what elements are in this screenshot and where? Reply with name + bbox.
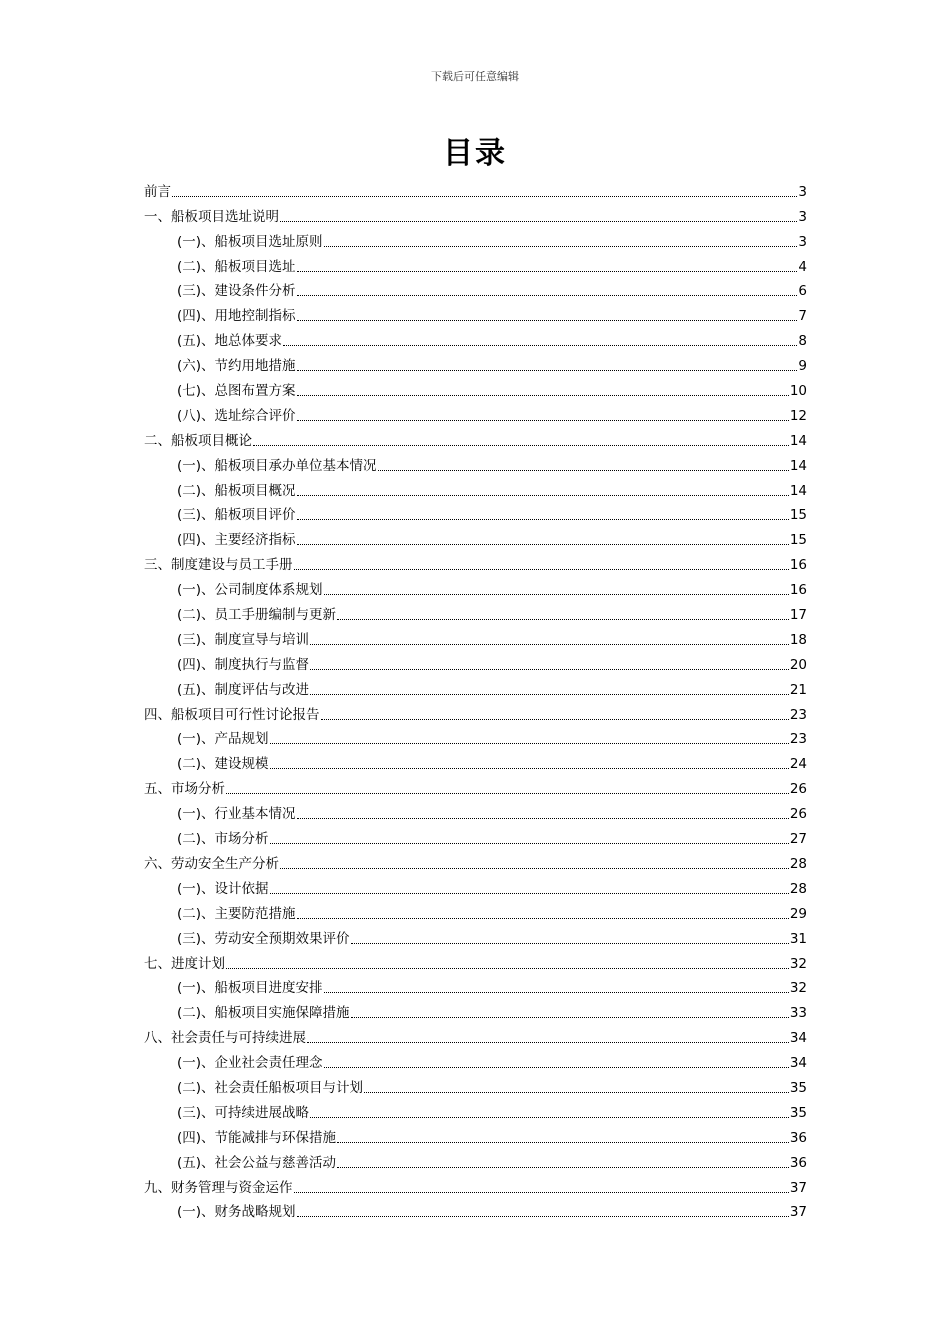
toc-entry-label: 八、社会责任与可持续进展 [144, 1030, 306, 1047]
toc-section-entry[interactable] [144, 499, 807, 524]
toc-entry-label: (五)、地总体要求 [177, 333, 283, 350]
toc-page-number: 8 [798, 333, 807, 350]
toc-entry-label: (二)、建设规模 [177, 756, 269, 773]
toc-page-number: 15 [789, 507, 807, 524]
toc-section-entry[interactable] [144, 897, 807, 922]
toc-page-number: 21 [789, 681, 807, 698]
toc-entry-label: 六、劳动安全生产分析 [144, 855, 279, 872]
toc-page-number: 18 [789, 631, 807, 648]
toc-page-number: 10 [789, 383, 807, 400]
toc-page-number: 16 [789, 582, 807, 599]
toc-section-entry[interactable] [144, 324, 807, 349]
toc-page-number: 32 [789, 980, 807, 997]
toc-page-number: 3 [798, 208, 807, 225]
toc-page-number: 28 [789, 855, 807, 872]
toc-dot-leader [324, 992, 789, 993]
toc-dot-leader [364, 1092, 789, 1093]
toc-entry-label: (四)、节能减排与环保措施 [177, 1129, 337, 1146]
toc-entry-label: (三)、劳动安全预期效果评价 [177, 930, 350, 947]
toc-entry-label: (一)、船板项目进度安排 [177, 980, 323, 997]
toc-dot-leader [310, 644, 789, 645]
toc-entry-label: (一)、产品规划 [177, 731, 269, 748]
toc-chapter-entry[interactable] [144, 1171, 807, 1196]
toc-page-number: 17 [789, 607, 807, 624]
toc-dot-leader [280, 868, 789, 869]
toc-entry-label: (一)、船板项目承办单位基本情况 [177, 457, 377, 474]
toc-section-entry[interactable] [144, 996, 807, 1021]
toc-dot-leader [280, 221, 797, 222]
toc-entry-label: (八)、选址综合评价 [177, 407, 296, 424]
toc-dot-leader [270, 893, 789, 894]
toc-dot-leader [307, 1042, 789, 1043]
toc-dot-leader [253, 445, 789, 446]
toc-page-number: 31 [789, 930, 807, 947]
toc-entry-label: (一)、设计依据 [177, 880, 269, 897]
toc-page-number: 29 [789, 905, 807, 922]
toc-entry-label: (二)、船板项目实施保障措施 [177, 1005, 350, 1022]
toc-chapter-entry[interactable] [144, 698, 807, 723]
toc-dot-leader [310, 694, 789, 695]
toc-entry-label: (三)、建设条件分析 [177, 283, 296, 300]
toc-section-entry[interactable] [144, 449, 807, 474]
toc-entry-label: 三、制度建设与员工手册 [144, 557, 293, 574]
toc-dot-leader [297, 519, 789, 520]
toc-dot-leader [310, 1117, 789, 1118]
toc-section-entry[interactable] [144, 623, 807, 648]
toc-entry-label: (四)、用地控制指标 [177, 308, 296, 325]
toc-entry-label: 一、船板项目选址说明 [144, 208, 279, 225]
toc-entry-label: (四)、主要经济指标 [177, 532, 296, 549]
toc-entry-label: (七)、总图布置方案 [177, 383, 296, 400]
toc-dot-leader [297, 495, 789, 496]
toc-entry-label: (一)、公司制度体系规划 [177, 582, 323, 599]
toc-chapter-entry[interactable] [144, 200, 807, 225]
toc-entry-label: (一)、企业社会责任理念 [177, 1055, 323, 1072]
toc-section-entry[interactable] [144, 648, 807, 673]
toc-chapter-entry[interactable] [144, 847, 807, 872]
toc-entry-label: (二)、船板项目概况 [177, 482, 296, 499]
toc-dot-leader [337, 619, 789, 620]
toc-section-entry[interactable] [144, 822, 807, 847]
toc-section-entry[interactable] [144, 399, 807, 424]
toc-page-number: 26 [789, 781, 807, 798]
toc-chapter-entry[interactable] [144, 548, 807, 573]
toc-dot-leader [226, 968, 789, 969]
toc-dot-leader [297, 271, 798, 272]
toc-entry-label: 四、船板项目可行性讨论报告 [144, 706, 320, 723]
toc-chapter-entry[interactable] [144, 947, 807, 972]
toc-dot-leader [297, 295, 798, 296]
toc-dot-leader [351, 1017, 789, 1018]
toc-dot-leader [378, 470, 789, 471]
toc-page-number: 35 [789, 1079, 807, 1096]
toc-section-entry[interactable] [144, 1071, 807, 1096]
toc-page-number: 23 [789, 731, 807, 748]
toc-entry-label: (五)、社会公益与慈善活动 [177, 1154, 337, 1171]
toc-page-number: 34 [789, 1030, 807, 1047]
toc-dot-leader [337, 1167, 789, 1168]
toc-entry-label: (三)、可持续进展战略 [177, 1104, 310, 1121]
toc-entry-label: (三)、船板项目评价 [177, 507, 296, 524]
toc-page-number: 14 [789, 482, 807, 499]
toc-page-number: 35 [789, 1104, 807, 1121]
toc-section-entry[interactable] [144, 225, 807, 250]
toc-dot-leader [297, 918, 789, 919]
toc-dot-leader [270, 843, 789, 844]
toc-section-entry[interactable] [144, 275, 807, 300]
toc-entry-label: 九、财务管理与资金运作 [144, 1179, 293, 1196]
toc-entry-label: (一)、财务战略规划 [177, 1204, 296, 1221]
toc-entry-label: 二、船板项目概论 [144, 432, 252, 449]
toc-dot-leader [294, 569, 789, 570]
toc-dot-leader [351, 943, 789, 944]
toc-section-entry[interactable] [144, 573, 807, 598]
toc-dot-leader [172, 196, 797, 197]
toc-section-entry[interactable] [144, 598, 807, 623]
toc-entry-label: 前言 [144, 183, 171, 200]
toc-page-number: 9 [798, 358, 807, 375]
toc-dot-leader [337, 1142, 789, 1143]
toc-entry-label: (三)、制度宣导与培训 [177, 631, 310, 648]
toc-page-number: 20 [789, 656, 807, 673]
toc-page-number: 6 [798, 283, 807, 300]
toc-page-number: 24 [789, 756, 807, 773]
toc-dot-leader [270, 768, 789, 769]
toc-chapter-entry[interactable] [144, 772, 807, 797]
toc-entry-label: (二)、主要防范措施 [177, 905, 296, 922]
toc-dot-leader [297, 1216, 789, 1217]
toc-entry-label: (四)、制度执行与监督 [177, 656, 310, 673]
toc-page-number: 12 [789, 407, 807, 424]
toc-dot-leader [297, 395, 789, 396]
toc-section-entry[interactable] [144, 349, 807, 374]
toc-section-entry[interactable] [144, 972, 807, 997]
toc-page-number: 4 [798, 258, 807, 275]
toc-entry-label: (二)、市场分析 [177, 831, 269, 848]
toc-dot-leader [321, 719, 789, 720]
toc-page-number: 3 [798, 233, 807, 250]
toc-dot-leader [226, 793, 789, 794]
toc-dot-leader [324, 246, 798, 247]
toc-section-entry[interactable] [144, 1046, 807, 1071]
toc-dot-leader [270, 743, 789, 744]
toc-page-number: 27 [789, 831, 807, 848]
toc-dot-leader [297, 544, 789, 545]
toc-page-number: 3 [798, 183, 807, 200]
toc-chapter-entry[interactable] [144, 1021, 807, 1046]
toc-dot-leader [283, 345, 797, 346]
toc-entry-label: (二)、船板项目选址 [177, 258, 296, 275]
toc-page-number: 14 [789, 432, 807, 449]
toc-entry-label: (二)、社会责任船板项目与计划 [177, 1079, 364, 1096]
toc-page-number: 36 [789, 1129, 807, 1146]
toc-dot-leader [324, 1067, 789, 1068]
toc-chapter-entry[interactable] [144, 424, 807, 449]
toc-section-entry[interactable] [144, 523, 807, 548]
toc-dot-leader [297, 370, 798, 371]
toc-section-entry[interactable] [144, 922, 807, 947]
toc-title: 目录 [443, 136, 507, 171]
toc-section-entry[interactable] [144, 1196, 807, 1221]
toc-section-entry[interactable] [144, 872, 807, 897]
toc-section-entry[interactable] [144, 723, 807, 748]
toc-section-entry[interactable] [144, 299, 807, 324]
toc-entry-label: (六)、节约用地措施 [177, 358, 296, 375]
toc-page-number: 15 [789, 532, 807, 549]
toc-section-entry[interactable] [144, 1146, 807, 1171]
toc-dot-leader [294, 1192, 789, 1193]
toc-section-entry[interactable] [144, 673, 807, 698]
toc-section-entry[interactable] [144, 374, 807, 399]
toc-section-entry[interactable] [144, 747, 807, 772]
toc-entry-label: (二)、员工手册编制与更新 [177, 607, 337, 624]
toc-page-number: 36 [789, 1154, 807, 1171]
toc-entry-label: 五、市场分析 [144, 781, 225, 798]
toc-page-number: 7 [798, 308, 807, 325]
toc-section-entry[interactable] [144, 797, 807, 822]
toc-section-entry[interactable] [144, 1096, 807, 1121]
toc-entry-label: (一)、船板项目选址原则 [177, 233, 323, 250]
toc-page-number: 26 [789, 806, 807, 823]
toc-entry-label: (一)、行业基本情况 [177, 806, 296, 823]
toc-page-number: 34 [789, 1055, 807, 1072]
toc-chapter-entry[interactable] [144, 175, 807, 200]
toc-section-entry[interactable] [144, 1121, 807, 1146]
toc-entry-label: (五)、制度评估与改进 [177, 681, 310, 698]
toc-page-number: 28 [789, 880, 807, 897]
toc-page-number: 32 [789, 955, 807, 972]
toc-page-number: 23 [789, 706, 807, 723]
toc-section-entry[interactable] [144, 474, 807, 499]
toc-dot-leader [324, 594, 789, 595]
toc-entry-label: 七、进度计划 [144, 955, 225, 972]
toc-dot-leader [297, 420, 789, 421]
toc-dot-leader [310, 669, 789, 670]
toc-dot-leader [297, 818, 789, 819]
header-note: 下载后可任意编辑 [431, 70, 519, 83]
toc-page-number: 33 [789, 1005, 807, 1022]
toc-dot-leader [297, 320, 798, 321]
toc-page-number: 37 [789, 1204, 807, 1221]
toc-page-number: 14 [789, 457, 807, 474]
toc-page-number: 16 [789, 557, 807, 574]
toc-page-number: 37 [789, 1179, 807, 1196]
toc-section-entry[interactable] [144, 250, 807, 275]
table-of-contents [144, 175, 807, 1220]
